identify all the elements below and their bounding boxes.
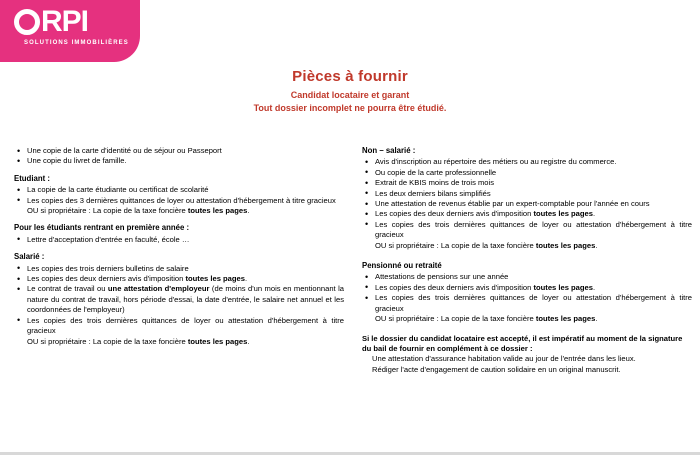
section-list (14, 235, 344, 245)
section-premiere-annee (14, 223, 344, 245)
list-item: • Une copie de la carte d'identité ou de séjour ou Passeport (14, 146, 344, 156)
item-text-pre: OU si propriétaire : La copie de la taxe foncière (27, 206, 188, 216)
section-heading: Pensionné ou retraité (362, 261, 442, 271)
item-text-bold: toutes les pages (187, 336, 248, 346)
item-text-bold: toutes les pages (187, 206, 248, 216)
logo-brand-text: RPI (41, 5, 89, 38)
list-item (362, 209, 692, 219)
item-text-bold: toutes les pages (533, 282, 593, 292)
list-item (362, 314, 692, 324)
item-text-post: . (595, 240, 598, 250)
section-list (362, 157, 692, 251)
item-text-pre: Les copies des deux derniers avis d'imposition (375, 209, 534, 219)
list-item: • Les deux derniers bilans simplifiés (362, 189, 692, 199)
item-text-bold: toutes les pages (533, 209, 593, 219)
section-heading: Etudiant : (14, 173, 50, 183)
item-text-pre: Le contrat de travail ou (27, 284, 108, 294)
item-text-bold: toutes les pages (535, 240, 596, 250)
item-text-post: . (593, 282, 596, 292)
section-etudiant (14, 174, 344, 217)
footer-note (362, 334, 692, 376)
logo-tagline: SOLUTIONS IMMOBILIÈRES (24, 40, 129, 46)
logo-o-icon (14, 9, 40, 35)
left-column (14, 146, 344, 354)
item-text-pre: Les copies des deux derniers avis d'imposition (27, 274, 186, 284)
section-salarie (14, 252, 344, 347)
list-item: • Une copie du livret de famille. (14, 156, 344, 166)
section-heading: Pour les étudiants rentrant en première année : (14, 223, 190, 233)
list-item (14, 337, 344, 347)
item-text-post: . (247, 336, 250, 346)
section-non-salarie (362, 146, 692, 251)
list-item (362, 241, 692, 251)
item-text-post: . (245, 274, 248, 284)
item-text-pre: OU si propriétaire : La copie de la taxe foncière (27, 336, 188, 346)
list-item (14, 274, 344, 284)
footer-note-line: Rédiger l'acte d'engagement de caution solidaire en un original manuscrit. (372, 364, 621, 374)
item-text-bold: toutes les pages (535, 314, 596, 324)
item-text-pre: OU si propriétaire : La copie de la taxe foncière (375, 314, 536, 324)
list-item: • Extrait de KBIS moins de trois mois (362, 178, 692, 188)
page-subtitle-2: Tout dossier incomplet ne pourra être étudié. (253, 103, 447, 113)
item-text-bold: une attestation d'employeur (107, 284, 210, 294)
list-item: • Une attestation de revenus établie par un expert-comptable pour l'année en cours (362, 199, 692, 209)
list-item: • Avis d'inscription au répertoire des métiers ou au registre du commerce. (362, 157, 692, 167)
item-text-post: (de moins d'un mois en mentionnant la nature du contrat de travail, hors période d'essai, la date d'entrée, le salaire net annuel et les coordonnées de l'employeur) (27, 284, 344, 315)
list-item (362, 283, 692, 293)
list-item: • Lettre d'acceptation d'entrée en faculté, école … (14, 235, 344, 245)
page-subtitle-1: Candidat locataire et garant (290, 90, 410, 100)
list-item: • Les copies des trois dernières quittances de loyer ou attestation d'hébergement à titre gracieux (14, 316, 344, 337)
footer-note-line: Une attestation d'assurance habitation valide au jour de l'entrée dans les lieux. (372, 354, 636, 364)
right-column (362, 146, 692, 375)
footer-note-heading: Si le dossier du candidat locataire est accepté, il est impératif au moment de la signature du bail de fournir en complément à ce dossier : (362, 333, 683, 353)
item-text-bold: toutes les pages (185, 274, 245, 284)
section-list (14, 264, 344, 347)
list-item: • Ou copie de la carte professionnelle (362, 168, 692, 178)
list-item: • Les copies des trois derniers bulletins de salaire (14, 264, 344, 274)
section-list (362, 272, 692, 324)
section-heading: Non – salarié : (362, 146, 416, 155)
list-item: • Les copies des trois dernières quittances de loyer ou attestation d'hébergement à titre gracieux (362, 293, 692, 314)
page-title: Pièces à fournir (292, 68, 408, 85)
list-item (14, 284, 344, 315)
section-heading: Salarié : (14, 252, 45, 262)
list-item: • Les copies des trois dernières quittances de loyer ou attestation d'hébergement à titre gracieux (362, 220, 692, 241)
item-text-post: . (595, 314, 598, 324)
logo-wordmark (14, 6, 88, 38)
list-item (14, 206, 344, 216)
list-item: • La copie de la carte étudiante ou certificat de scolarité (14, 185, 344, 195)
item-text-post: . (247, 206, 250, 216)
list-item: • Attestations de pensions sur une année (362, 272, 692, 282)
document-header (0, 68, 700, 113)
list-item: • Les copies des 3 dernières quittances de loyer ou attestation d'hébergement à titre gracieux (14, 196, 344, 206)
item-text-pre: Les copies des deux derniers avis d'imposition (375, 282, 534, 292)
section-pensionne-retraite (362, 261, 692, 324)
section-list (14, 185, 344, 216)
item-text-post: . (593, 209, 596, 219)
item-text-pre: OU si propriétaire : La copie de la taxe foncière (375, 240, 536, 250)
orpi-logo (0, 0, 140, 62)
intro-list (14, 146, 344, 167)
